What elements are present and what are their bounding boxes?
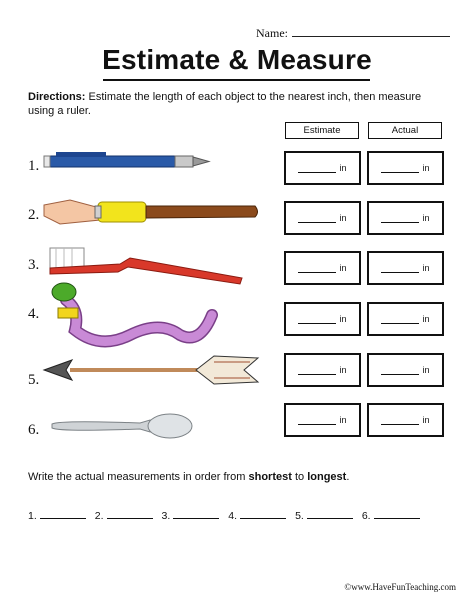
title-underline xyxy=(103,79,370,81)
name-label: Name: xyxy=(256,26,288,40)
answer-slot[interactable] xyxy=(295,509,353,522)
blank-line[interactable] xyxy=(381,213,419,223)
actual-box[interactable] xyxy=(367,151,444,185)
estimate-header: Estimate xyxy=(285,122,359,139)
blank-line[interactable] xyxy=(298,415,336,425)
paintbrush-image xyxy=(44,200,258,224)
answer-number: 5. xyxy=(295,510,304,522)
blank-line[interactable] xyxy=(381,163,419,173)
answer-line[interactable] xyxy=(173,509,219,519)
unit-label: in xyxy=(339,263,347,273)
unit-label: in xyxy=(339,213,347,223)
actual-box[interactable] xyxy=(367,251,444,285)
answer-number: 2. xyxy=(94,510,104,522)
estimate-box[interactable] xyxy=(284,353,361,387)
unit-label: in xyxy=(422,415,430,425)
answer-line[interactable] xyxy=(374,509,420,519)
answer-line[interactable] xyxy=(307,509,353,519)
unit-label: in xyxy=(339,365,347,375)
blank-line[interactable] xyxy=(381,415,419,425)
answer-line[interactable] xyxy=(107,509,153,519)
answer-row xyxy=(28,509,429,522)
answer-number: 6. xyxy=(361,510,371,522)
estimate-box[interactable] xyxy=(284,151,361,185)
answer-line[interactable] xyxy=(40,509,86,519)
item-number: 1. xyxy=(28,158,40,174)
object-pictures xyxy=(0,140,270,440)
actual-box[interactable] xyxy=(367,403,444,437)
estimate-box[interactable] xyxy=(284,251,361,285)
item-number: 2. xyxy=(28,207,40,223)
answer-slot[interactable] xyxy=(362,509,420,522)
blank-line[interactable] xyxy=(298,365,336,375)
arrow-image xyxy=(44,356,258,384)
longest-word: longest xyxy=(307,471,347,483)
answer-slot[interactable] xyxy=(28,509,86,522)
directions xyxy=(28,90,448,118)
order-instruction xyxy=(28,471,349,483)
answer-slot[interactable] xyxy=(228,509,286,522)
toothbrush-image xyxy=(50,248,242,284)
unit-label: in xyxy=(422,314,430,324)
pen-image xyxy=(44,152,209,167)
answer-slot[interactable] xyxy=(95,509,153,522)
order-prefix: Write the actual measurements in order from xyxy=(28,471,249,483)
order-suffix: . xyxy=(346,471,350,483)
directions-label: Directions: xyxy=(28,91,86,103)
item-number: 3. xyxy=(28,257,40,273)
estimate-box[interactable] xyxy=(284,403,361,437)
name-line[interactable] xyxy=(292,26,450,37)
copyright-footer: ©www.HaveFunTeaching.com xyxy=(344,582,456,592)
unit-label: in xyxy=(339,163,347,173)
item-number: 6. xyxy=(28,422,40,438)
blank-line[interactable] xyxy=(381,365,419,375)
blank-line[interactable] xyxy=(298,263,336,273)
unit-label: in xyxy=(422,213,430,223)
item-number: 4. xyxy=(28,306,40,322)
answer-line[interactable] xyxy=(240,509,286,519)
name-field[interactable] xyxy=(256,26,450,41)
page-title: Estimate & Measure xyxy=(102,44,372,75)
unit-label: in xyxy=(422,163,430,173)
snake-image xyxy=(52,283,212,341)
blank-line[interactable] xyxy=(298,163,336,173)
spoon-image xyxy=(52,414,192,438)
answer-slot[interactable] xyxy=(162,509,220,522)
estimate-box[interactable] xyxy=(284,201,361,235)
unit-label: in xyxy=(339,415,347,425)
unit-label: in xyxy=(422,365,430,375)
unit-label: in xyxy=(422,263,430,273)
answer-number: 3. xyxy=(161,510,171,522)
blank-line[interactable] xyxy=(381,314,419,324)
actual-box[interactable] xyxy=(367,201,444,235)
actual-header: Actual xyxy=(368,122,442,139)
actual-box[interactable] xyxy=(367,353,444,387)
directions-text: Estimate the length of each object to the nearest inch, then measure using a ruler. xyxy=(28,91,422,117)
order-middle: to xyxy=(291,471,308,483)
unit-label: in xyxy=(339,314,347,324)
blank-line[interactable] xyxy=(298,314,336,324)
item-number: 5. xyxy=(28,372,40,388)
shortest-word: shortest xyxy=(248,471,292,483)
blank-line[interactable] xyxy=(298,213,336,223)
blank-line[interactable] xyxy=(381,263,419,273)
actual-box[interactable] xyxy=(367,302,444,336)
answer-number: 1. xyxy=(28,510,37,522)
estimate-box[interactable] xyxy=(284,302,361,336)
answer-number: 4. xyxy=(228,510,238,522)
